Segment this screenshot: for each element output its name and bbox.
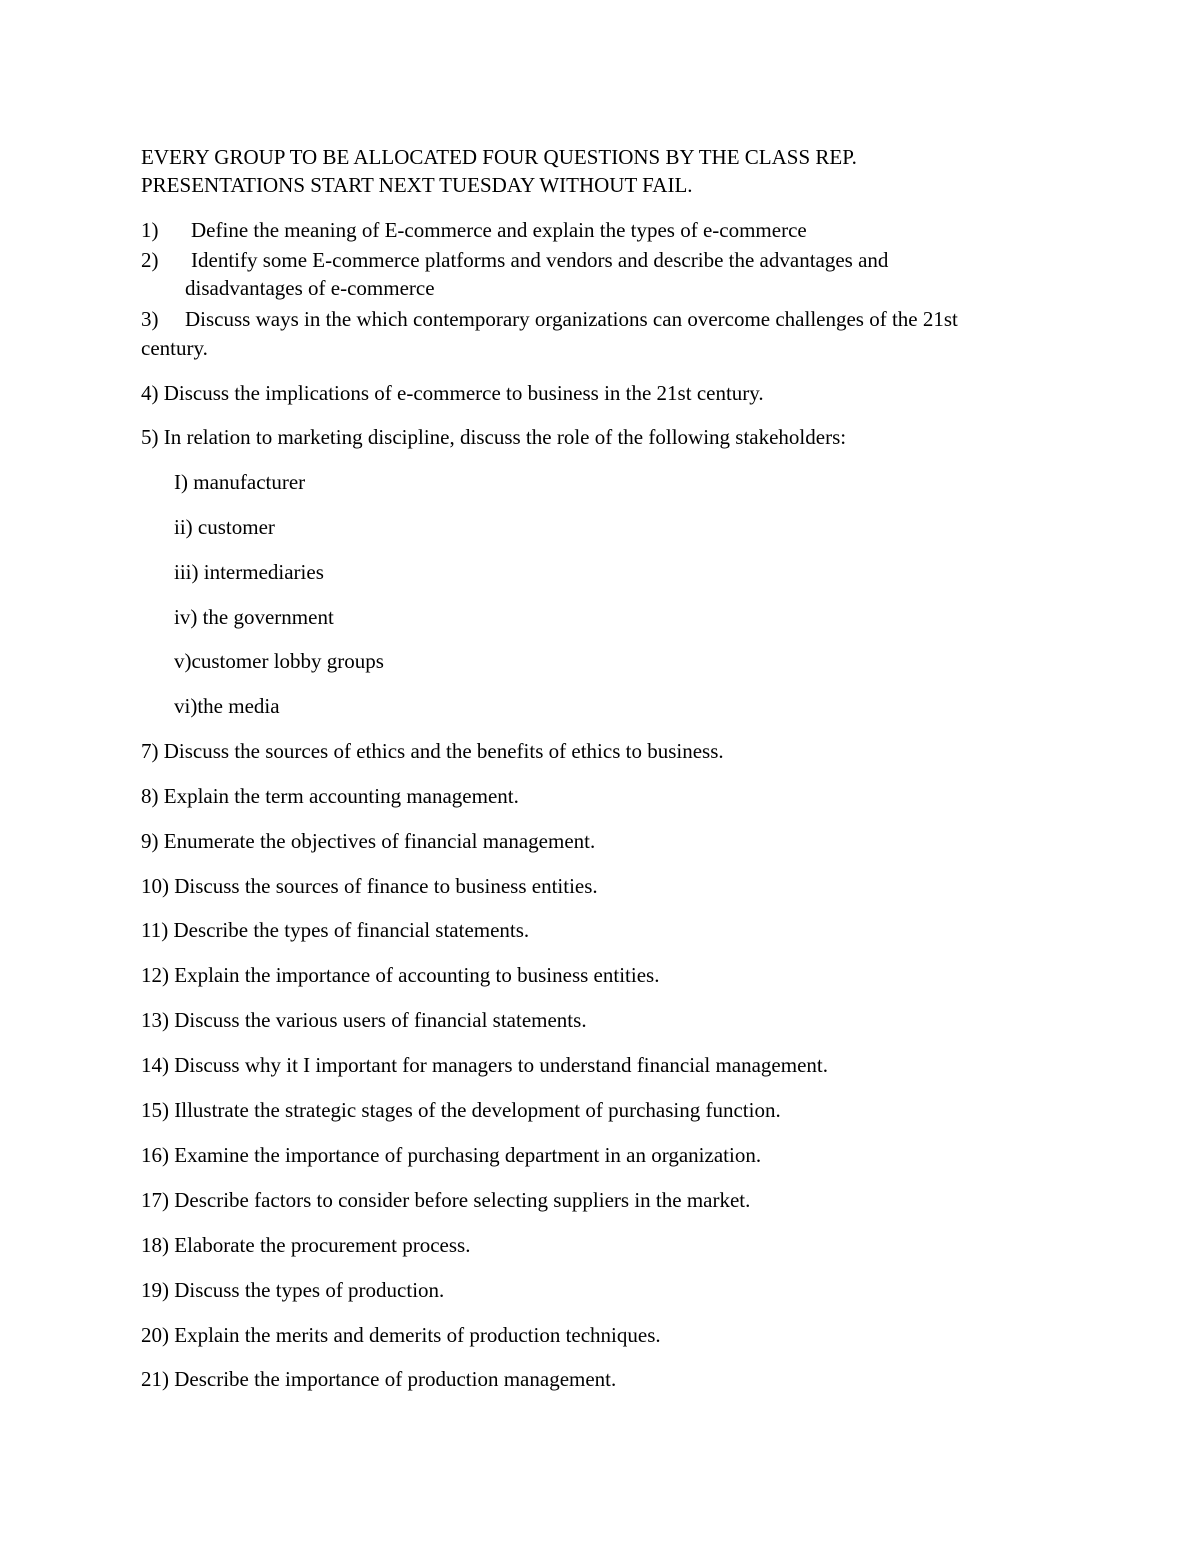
question-5: 5) In relation to marketing discipline, discuss the role of the following stakeholders:	[141, 425, 847, 449]
question-item: 17) Describe factors to consider before selecting suppliers in the market.	[141, 1188, 751, 1212]
question-item: 14) Discuss why it I important for managers to understand financial management.	[141, 1053, 828, 1077]
question-item: 12) Explain the importance of accounting to business entities.	[141, 963, 660, 987]
stakeholder-item: v)customer lobby groups	[174, 649, 384, 673]
stakeholder-item: vi)the media	[174, 694, 280, 718]
question-text: Discuss ways in the which contemporary organizations can overcome challenges of the 21st	[185, 307, 958, 331]
question-item: 21) Describe the importance of production management.	[141, 1367, 617, 1391]
stakeholder-item: iii) intermediaries	[174, 560, 324, 584]
question-number: 2)	[141, 248, 159, 272]
header-line-2: PRESENTATIONS START NEXT TUESDAY WITHOUT FAIL.	[141, 173, 693, 197]
question-item: 19) Discuss the types of production.	[141, 1278, 445, 1302]
stakeholder-item: I) manufacturer	[174, 470, 306, 494]
header-line-1: EVERY GROUP TO BE ALLOCATED FOUR QUESTIONS BY THE CLASS REP.	[141, 145, 857, 169]
question-number: 3)	[141, 307, 159, 331]
question-item: 8) Explain the term accounting management.	[141, 784, 519, 808]
question-item: 13) Discuss the various users of financial statements.	[141, 1008, 587, 1032]
question-3-continuation: century.	[141, 336, 208, 360]
question-item: 11) Describe the types of financial statements.	[141, 918, 530, 942]
question-item: 7) Discuss the sources of ethics and the benefits of ethics to business.	[141, 739, 724, 763]
question-1	[141, 216, 807, 244]
question-4: 4) Discuss the implications of e-commerce to business in the 21st century.	[141, 381, 764, 405]
stakeholder-item: iv) the government	[174, 605, 334, 629]
question-item: 18) Elaborate the procurement process.	[141, 1233, 471, 1257]
question-item: 16) Examine the importance of purchasing department in an organization.	[141, 1143, 762, 1167]
stakeholder-item: ii) customer	[174, 515, 275, 539]
question-item: 15) Illustrate the strategic stages of the development of purchasing function.	[141, 1098, 781, 1122]
question-2-continuation: disadvantages of e-commerce	[185, 276, 435, 300]
question-2	[141, 246, 888, 274]
question-3	[141, 305, 958, 333]
question-text: Define the meaning of E-commerce and explain the types of e-commerce	[191, 218, 807, 242]
question-item: 20) Explain the merits and demerits of production techniques.	[141, 1323, 661, 1347]
question-item: 9) Enumerate the objectives of financial management.	[141, 829, 596, 853]
question-number: 1)	[141, 218, 159, 242]
question-text: Identify some E-commerce platforms and vendors and describe the advantages and	[191, 248, 889, 272]
question-item: 10) Discuss the sources of finance to business entities.	[141, 874, 598, 898]
